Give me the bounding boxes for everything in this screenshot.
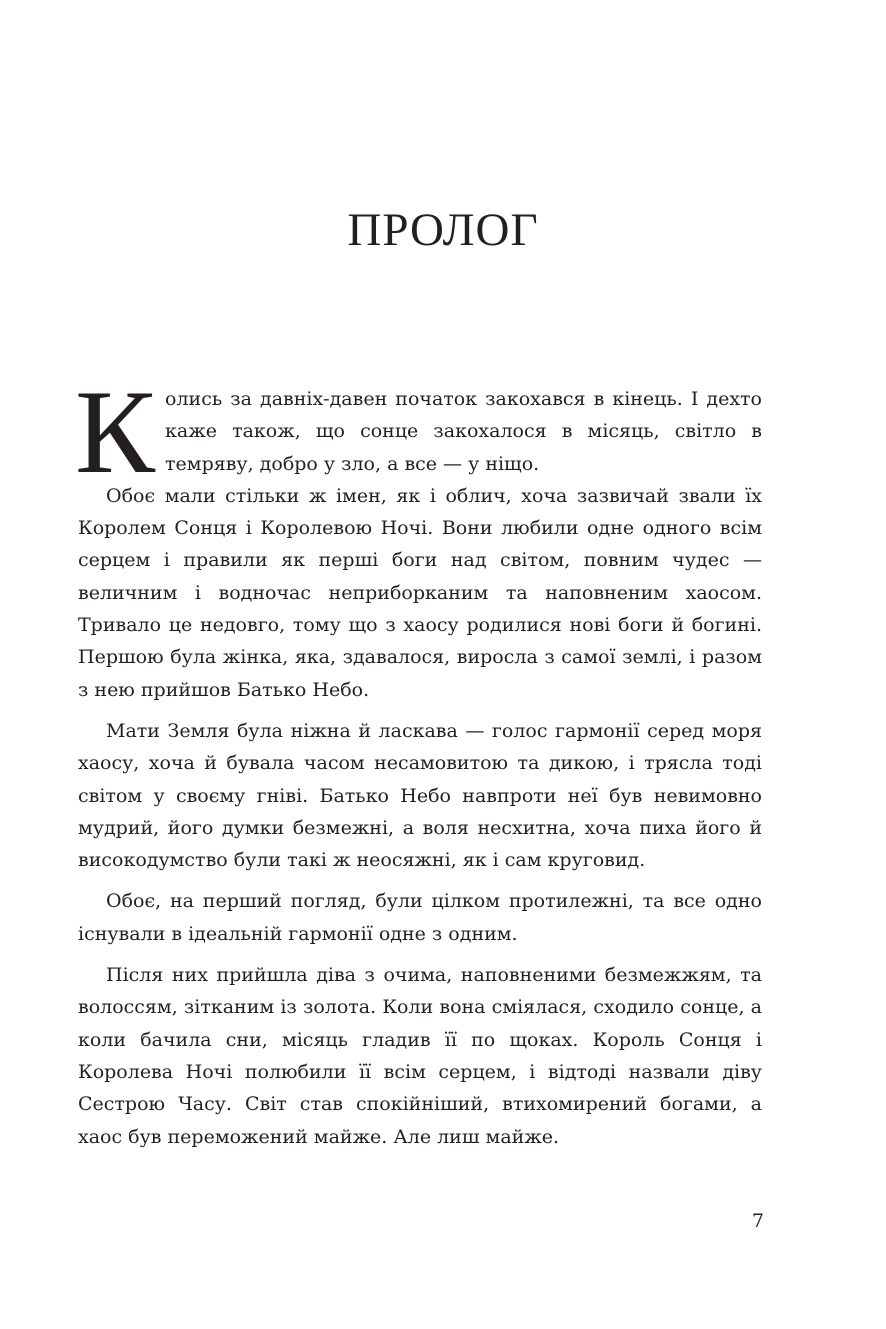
paragraph-2: Обоє мали стільки ж імен, як і облич, хоча зазвичай звали їх Королем Сонця і Королевою Ночі. Вони любили одне одного всім серцем і правили як перші боги над світом, повним чудес — величним і водночас неприборканим та наповненим хаосом. Тривало це недовго, тому що з хаосу родилися нові боги й богині. Першою була жінка, яка, здавалося, виросла з самої землі, і разом з нею прийшов Батько Небо. bbox=[78, 484, 762, 701]
paragraph-3: Мати Земля була ніжна й ласкава — голос гармонії серед моря хаосу, хоча й бувала часом несамовитою та дикою, і трясла тоді світом у своєму гніві. Батько Небо навпроти неї був невимовно мудрий, його думки безмежні, а воля несхитна, хоча пиха його й високодумство були такі ж неосяжні, як і сам круговид. bbox=[78, 719, 762, 872]
page-number: 7 bbox=[751, 1210, 764, 1232]
body-text bbox=[75, 365, 762, 1153]
chapter-title: ПРОЛОГ bbox=[347, 204, 539, 256]
paragraph-5: Після них прийшла діва з очима, наповненими безмежжям, та волоссям, зітканим із золота. Коли вона сміялася, сходило сонце, а коли бачила сни, місяць гладив її по щоках. Король Сонця і Королева Ночі полюбили її всім серцем, і відтоді назвали діву Сестрою Часу. Світ став спокійніший, втихомирений богами, а хаос був переможений майже. Але лиш майже. bbox=[78, 964, 762, 1148]
paragraph-4: Обоє, на перший погляд, були цілком протилежні, та все одно існували в ідеальній гармонії одне з одним. bbox=[78, 890, 762, 945]
drop-cap: К bbox=[75, 365, 156, 498]
paragraph-1 bbox=[75, 365, 762, 498]
paragraph-1-text: олись за давніх-давен початок закохався в кінець. І дехто каже також, що сонце закохалося в місяць, світло в темряву, добро у зло, а все — у ніщо. bbox=[165, 388, 762, 475]
